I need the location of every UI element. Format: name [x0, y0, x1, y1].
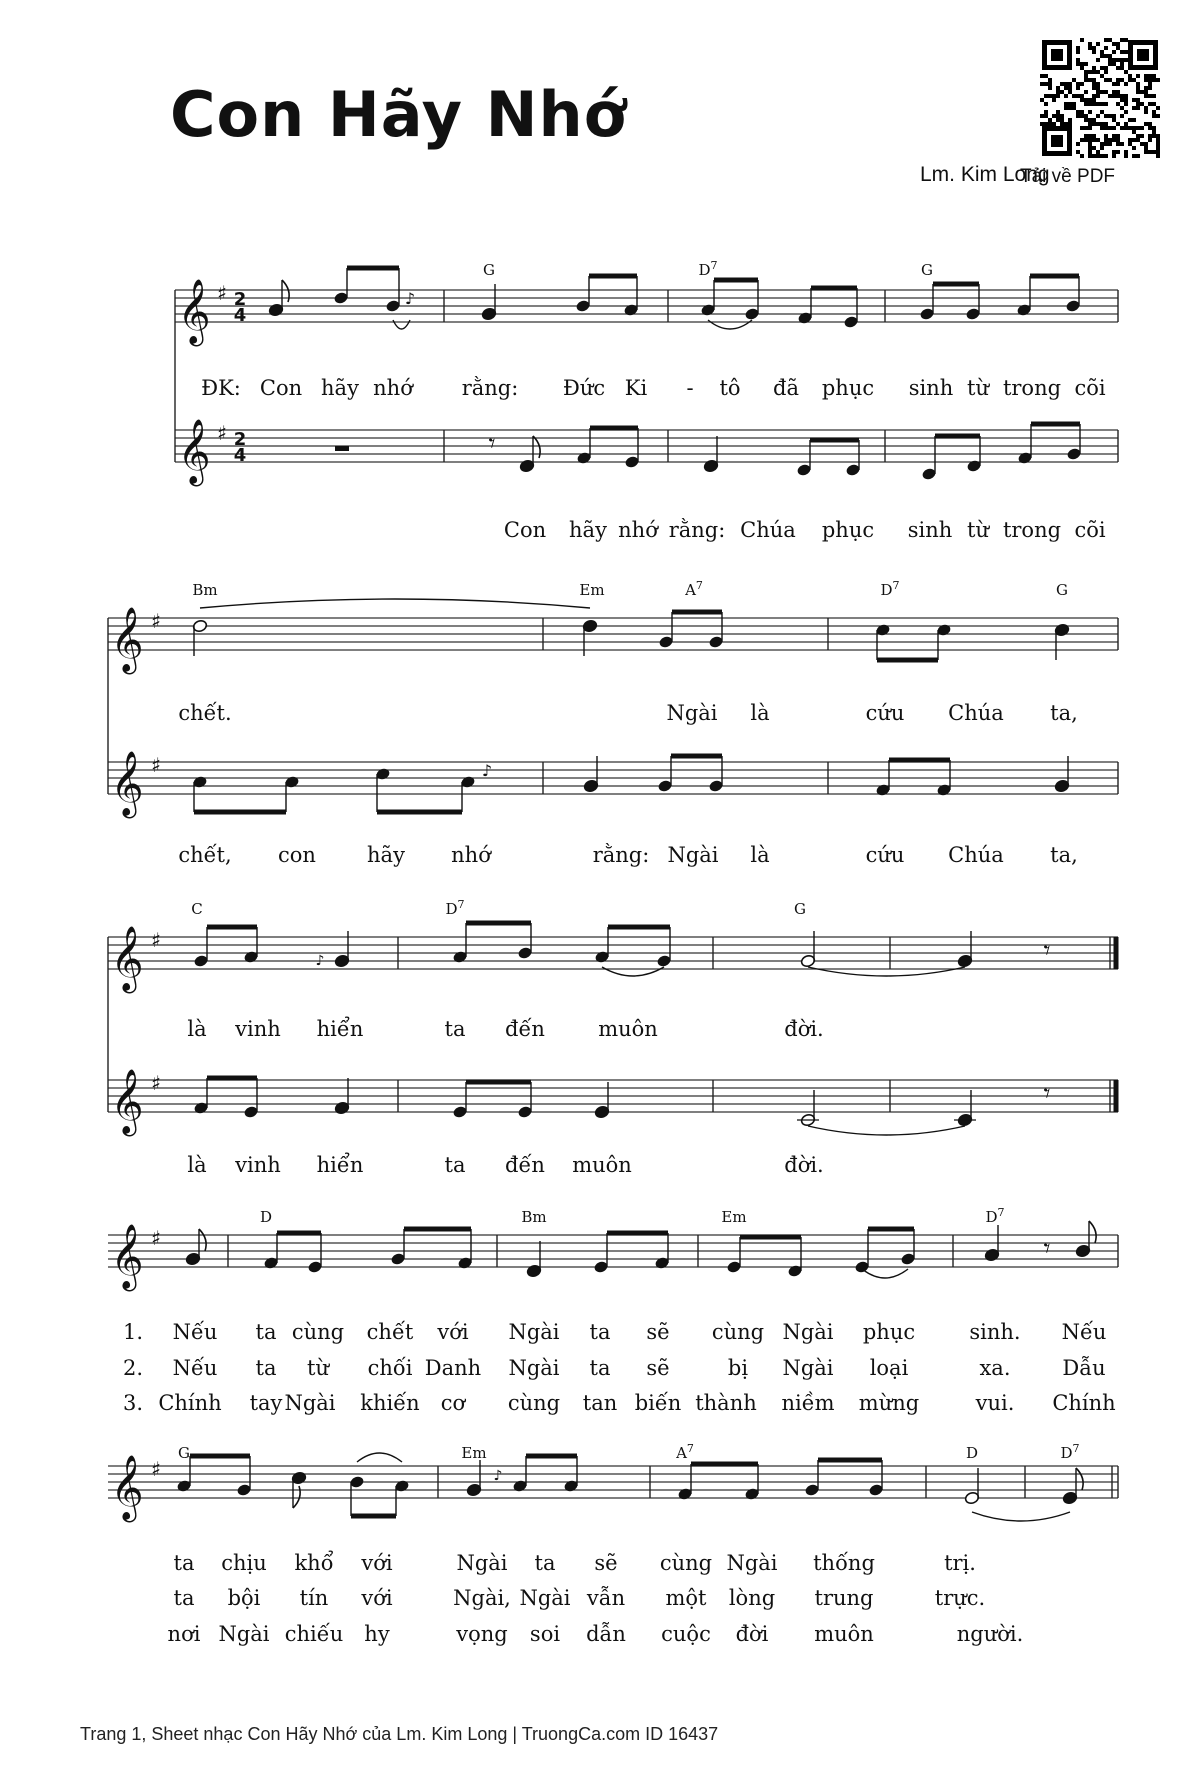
- lyric-word: là: [750, 701, 770, 725]
- lyric-word: Ki: [624, 376, 648, 400]
- verse-lyric: 1.: [122, 1320, 144, 1344]
- verse-lyric: cơ: [440, 1391, 466, 1415]
- lyric-word: sinh: [907, 518, 953, 542]
- lyric-word: là: [187, 1153, 207, 1177]
- verse-lyric: đời: [735, 1622, 769, 1646]
- verse-lyric: Ngài: [456, 1551, 508, 1575]
- verse-lyric: vui.: [975, 1391, 1015, 1415]
- key-signature-sharp: ♯: [151, 1457, 161, 1481]
- verse-lyric: Nếu: [172, 1356, 218, 1380]
- time-signature-top: 2: [233, 429, 247, 450]
- key-signature-sharp: ♯: [151, 1071, 161, 1095]
- verse-lyric: cùng: [659, 1551, 713, 1575]
- verse-lyric: ta: [255, 1320, 277, 1344]
- verse-lyric: biến: [634, 1391, 682, 1415]
- verse-lyric: sẽ: [646, 1320, 670, 1344]
- note-flag: [282, 280, 289, 302]
- verse-lyric: Ngài,: [453, 1586, 511, 1610]
- lyric-word: Con: [503, 518, 547, 542]
- chord-symbol: Em: [721, 1208, 747, 1226]
- verse-lyric: vẫn: [586, 1586, 626, 1610]
- lyric-word: rằng:: [461, 376, 519, 400]
- lyric-word: trong: [1002, 518, 1062, 542]
- grace-note-icon: ♪: [493, 1468, 503, 1484]
- half-rest-icon: [335, 446, 349, 451]
- lyric-word: là: [187, 1017, 207, 1041]
- verse-lyric: trung: [814, 1586, 874, 1610]
- verse-lyric: người.: [956, 1622, 1024, 1646]
- note-flag: [1089, 1221, 1096, 1243]
- verse-lyric: tín: [299, 1586, 329, 1610]
- chord-symbol: $A^7$: [676, 1442, 694, 1462]
- note-flag: [1076, 1468, 1083, 1490]
- lyric-word: Chúa: [740, 518, 796, 542]
- slur: [862, 1269, 908, 1278]
- lyric-word: Con: [259, 376, 303, 400]
- verse-lyric: sẽ: [594, 1551, 618, 1575]
- verse-lyric: chết: [366, 1320, 414, 1344]
- verse-lyric: Ngài: [218, 1622, 270, 1646]
- verse-lyric: vọng: [456, 1622, 508, 1646]
- verse-lyric: mừng: [858, 1391, 920, 1415]
- lyric-word: nhớ: [451, 843, 491, 867]
- key-signature-sharp: ♯: [151, 1226, 161, 1250]
- verse-lyric: với: [437, 1320, 469, 1344]
- chord-symbol: $D^7$: [445, 898, 465, 918]
- verse-lyric: loại: [869, 1356, 909, 1380]
- lyric-word: hãy: [569, 518, 607, 542]
- chord-symbol: $D^7$: [698, 259, 718, 279]
- verse-lyric: bội: [227, 1586, 261, 1610]
- lyric-word: đến: [505, 1153, 545, 1177]
- lyric-word: ĐK:: [201, 376, 241, 400]
- lyric-word: hãy: [321, 376, 359, 400]
- slur: [972, 1512, 1070, 1521]
- verse-lyric: 2.: [122, 1356, 144, 1380]
- slur: [357, 1453, 402, 1462]
- lyric-word: tô: [719, 376, 741, 400]
- verse-lyric: với: [361, 1586, 393, 1610]
- chord-symbol: D: [965, 1444, 979, 1462]
- lyric-word: rằng:: [592, 843, 650, 867]
- lyric-word: đã: [773, 376, 799, 400]
- download-pdf-link[interactable]: Tải về PDF: [1020, 166, 1116, 187]
- lyric-word: nhớ: [618, 518, 658, 542]
- eighth-rest-icon: 𝄾: [1043, 1234, 1051, 1264]
- verse-lyric: phục: [862, 1320, 916, 1344]
- lyric-word: phục: [821, 376, 875, 400]
- slur: [200, 599, 590, 608]
- verse-lyric: sẽ: [646, 1356, 670, 1380]
- slur: [393, 320, 410, 329]
- verse-lyric: sinh.: [969, 1320, 1021, 1344]
- treble-clef-icon: 𝄞: [110, 926, 144, 991]
- lyric-word: con: [278, 843, 316, 867]
- chord-symbol: G: [794, 900, 806, 918]
- lyric-word: vinh: [235, 1017, 281, 1041]
- lyric-word: đến: [505, 1017, 545, 1041]
- verse-lyric: trị.: [944, 1551, 976, 1575]
- lyric-word: đời.: [784, 1017, 824, 1041]
- verse-lyric: ta: [589, 1356, 611, 1380]
- lyric-word: Chúa: [948, 843, 1004, 867]
- slur: [708, 320, 752, 329]
- lyric-word: ta,: [1050, 701, 1078, 725]
- verse-lyric: ta: [173, 1586, 195, 1610]
- chord-symbol: G: [483, 261, 495, 279]
- verse-lyric: dẫn: [586, 1622, 626, 1646]
- lyric-word: là: [750, 843, 770, 867]
- lyric-word: hiển: [316, 1153, 364, 1177]
- verse-lyric: ta: [255, 1356, 277, 1380]
- treble-clef-icon: 𝄞: [110, 1224, 144, 1289]
- verse-lyric: chối: [367, 1356, 413, 1380]
- verse-lyric: niềm: [781, 1391, 835, 1415]
- slur: [808, 967, 965, 976]
- lyric-word: đời.: [784, 1153, 824, 1177]
- verse-lyric: từ: [307, 1356, 329, 1380]
- chord-symbol: Em: [461, 1444, 487, 1462]
- lyric-word: cõi: [1074, 518, 1106, 542]
- verse-lyric: soi: [529, 1622, 561, 1646]
- chord-symbol: Bm: [192, 581, 218, 599]
- eighth-rest-icon: 𝄾: [1043, 936, 1051, 966]
- chord-symbol: Bm: [521, 1208, 547, 1226]
- verse-lyric: Nếu: [172, 1320, 218, 1344]
- verse-lyric: 3.: [122, 1391, 144, 1415]
- treble-clef-icon: 𝄞: [110, 1069, 144, 1134]
- verse-lyric: Ngài: [519, 1586, 571, 1610]
- key-signature-sharp: ♯: [151, 609, 161, 633]
- lyric-word: ta: [444, 1017, 466, 1041]
- lyric-word: Ngài: [666, 701, 718, 725]
- chord-symbol: $A^7$: [685, 579, 703, 599]
- lyric-word: Chúa: [948, 701, 1004, 725]
- grace-note-icon: ♪: [404, 289, 416, 308]
- lyric-word: Ngài: [667, 843, 719, 867]
- lyric-word: ta: [444, 1153, 466, 1177]
- chord-symbol: G: [178, 1444, 190, 1462]
- lyric-word: chết.: [178, 701, 232, 725]
- verse-lyric: nơi: [167, 1622, 201, 1646]
- chord-symbol: D: [259, 1208, 273, 1226]
- lyric-word: từ: [967, 518, 989, 542]
- verse-lyric: muôn: [814, 1622, 874, 1646]
- verse-lyric: bị: [727, 1356, 749, 1380]
- verse-lyric: cuộc: [661, 1622, 711, 1646]
- note-flag: [533, 436, 540, 458]
- verse-lyric: trực.: [934, 1586, 986, 1610]
- chord-symbol: $D^7$: [985, 1206, 1005, 1226]
- verse-lyric: khổ: [294, 1551, 334, 1575]
- verse-lyric: hy: [364, 1622, 390, 1646]
- key-signature-sharp: ♯: [217, 421, 227, 445]
- lyric-word: cõi: [1074, 376, 1106, 400]
- chord-symbol: $D^7$: [880, 579, 900, 599]
- chord-symbol: Em: [579, 581, 605, 599]
- time-signature-top: 2: [233, 289, 247, 310]
- key-signature-sharp: ♯: [151, 928, 161, 952]
- key-signature-sharp: ♯: [217, 281, 227, 305]
- verse-lyric: với: [361, 1551, 393, 1575]
- chord-symbol: C: [191, 900, 203, 918]
- time-signature-bottom: 4: [233, 305, 247, 326]
- treble-clef-icon: 𝄞: [110, 751, 144, 816]
- slur: [602, 967, 664, 976]
- verse-lyric: thành: [695, 1391, 757, 1415]
- verse-lyric: Dẫu: [1062, 1356, 1106, 1380]
- lyric-word: hãy: [367, 843, 405, 867]
- lyric-word: Đức: [562, 376, 606, 400]
- verse-lyric: Ngài: [782, 1356, 834, 1380]
- lyric-word: vinh: [235, 1153, 281, 1177]
- verse-lyric: ta: [173, 1551, 195, 1575]
- verse-lyric: Ngài: [508, 1320, 560, 1344]
- eighth-rest-icon: 𝄾: [488, 429, 496, 459]
- composer: Lm. Kim Long: [920, 163, 1050, 186]
- verse-lyric: thống: [813, 1551, 875, 1575]
- verse-lyric: Ngài: [782, 1320, 834, 1344]
- eighth-rest-icon: 𝄾: [1043, 1079, 1051, 1109]
- verse-lyric: chiếu: [284, 1622, 344, 1646]
- grace-note-icon: ♪: [315, 953, 325, 969]
- note-flag: [293, 1486, 300, 1508]
- verse-lyric: Chính: [158, 1391, 222, 1415]
- verse-lyric: một: [665, 1586, 707, 1610]
- chord-symbol: G: [921, 261, 933, 279]
- verse-lyric: Ngài: [508, 1356, 560, 1380]
- lyric-word: phục: [821, 518, 875, 542]
- chord-symbol: G: [1056, 581, 1068, 599]
- verse-lyric: Ngài: [284, 1391, 336, 1415]
- treble-clef-icon: 𝄞: [177, 419, 211, 484]
- lyric-word: cứu: [865, 843, 905, 867]
- verse-lyric: Chính: [1052, 1391, 1116, 1415]
- lyric-word: ta,: [1050, 843, 1078, 867]
- lyric-word: từ: [967, 376, 989, 400]
- lyric-word: hiển: [316, 1017, 364, 1041]
- verse-lyric: ta: [534, 1551, 556, 1575]
- lyric-word: cứu: [865, 701, 905, 725]
- treble-clef-icon: 𝄞: [110, 607, 144, 672]
- verse-lyric: xa.: [979, 1356, 1011, 1380]
- lyric-word: muôn: [572, 1153, 632, 1177]
- verse-lyric: khiến: [360, 1391, 420, 1415]
- lyric-word: rằng:: [668, 518, 726, 542]
- verse-lyric: cùng: [507, 1391, 561, 1415]
- page-footer: Trang 1, Sheet nhạc Con Hãy Nhớ của Lm. Kim Long | TruongCa.com ID 16437: [80, 1724, 719, 1744]
- lyric-word: nhớ: [373, 376, 413, 400]
- verse-lyric: lòng: [728, 1586, 776, 1610]
- treble-clef-icon: 𝄞: [110, 1455, 144, 1520]
- lyric-word: -: [686, 376, 694, 400]
- treble-clef-icon: 𝄞: [177, 279, 211, 344]
- key-signature-sharp: ♯: [151, 753, 161, 777]
- slur: [808, 1126, 965, 1135]
- verse-lyric: Danh: [424, 1356, 482, 1380]
- verse-lyric: ta: [589, 1320, 611, 1344]
- verse-lyric: Ngài: [726, 1551, 778, 1575]
- lyric-word: trong: [1002, 376, 1062, 400]
- chord-symbol: $D^7$: [1060, 1442, 1080, 1462]
- lyric-word: muôn: [598, 1017, 658, 1041]
- verse-lyric: chịu: [221, 1551, 267, 1575]
- verse-lyric: tay: [249, 1391, 283, 1415]
- verse-lyric: cùng: [711, 1320, 765, 1344]
- verse-lyric: tan: [582, 1391, 618, 1415]
- lyric-word: chết,: [178, 843, 232, 867]
- lyric-word: sinh: [908, 376, 954, 400]
- song-title: Con Hãy Nhớ: [170, 78, 628, 151]
- grace-note-icon: ♪: [481, 761, 493, 780]
- time-signature-bottom: 4: [233, 445, 247, 466]
- note-flag: [199, 1229, 206, 1251]
- verse-lyric: cùng: [291, 1320, 345, 1344]
- verse-lyric: Nếu: [1061, 1320, 1107, 1344]
